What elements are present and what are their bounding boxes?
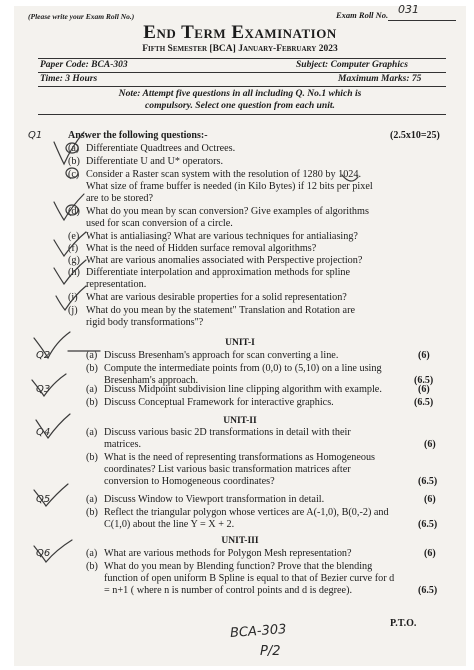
tick-q1-d [54,194,84,220]
q5b-text-2: C(1,0) about the line Y = X + 2. [104,519,235,530]
q1-marks: (2.5x10=25) [390,130,440,141]
q3b-label: (b) [86,397,98,408]
q3a-text: Discuss Midpoint subdivision line clipping algorithm with example. [104,384,382,395]
q3-label: Q3 [36,384,51,395]
tick-q2 [34,332,70,358]
q5a-text: Discuss Window to Viewport transformation in detail. [104,494,325,505]
q1g-text: What are various anomalies associated with Perspective projection? [86,255,363,266]
note-line-2: compulsory. Select one question from each unit. [145,100,335,111]
q6b-text-2: function of open uniform B Spline is equal to that of Bezier curve for d [104,573,395,584]
tick-q5 [34,484,68,506]
q4b-label: (b) [86,452,98,463]
q2b-text-2: Bresenham's approach. [104,375,199,386]
circle-q1-d [66,205,78,215]
q5b-label: (b) [86,507,98,518]
roll-note: (Please write your Exam Roll No.) [28,12,135,21]
tick-q1-a [54,132,84,164]
q4b-text-1: What is the need of representing transformations as Homogeneous [104,452,376,463]
q1j-text-cont: rigid body transformations"? [86,317,204,328]
q4b-text-3: conversion to Homogeneous coordinates? [104,476,275,487]
q1j-text: What do you mean by the statement" Translation and Rotation are [86,305,355,316]
q1h-label: (h) [68,267,80,278]
q1h-text: Differentiate interpolation and approximation methods for spline [86,267,351,278]
q1b-label: (b) [68,156,80,167]
q4-label: Q4 [36,427,51,438]
paper-code: Paper Code: BCA-303 [40,60,128,70]
semester-line: Fifth Semester [BCA] January-February 2023 [142,44,338,54]
q1h-text-cont: representation. [86,279,147,290]
q6a-label: (a) [86,548,98,559]
q1e-label: (e) [68,231,80,242]
tick-q1-j [56,286,86,310]
q3b-text: Discuss Conceptual Framework for interactive graphics. [104,397,334,408]
exam-paper [14,3,466,666]
q1b-text: Differentiate U and U* operators. [86,156,224,167]
q5b-text-1: Reflect the triangular polygon whose vertices are A(-1,0), B(0,-2) and [104,507,389,518]
q1c-text-cont-1: What size of frame buffer is needed (in Kilo Bytes) if 12 bits per pixel [86,181,373,192]
roll-label: Exam Roll No. [336,10,389,20]
q4a-label: (a) [86,427,98,438]
q4a-text-1: Discuss various basic 2D transformations in detail with their [104,427,351,438]
tick-q6 [34,540,72,562]
q2b-marks: (6.5) [414,375,434,386]
time: Time: 3 Hours [40,74,98,84]
q3a-label: (a) [86,384,98,395]
q3b-marks: (6.5) [414,397,434,408]
q1d-label: (d) [68,206,80,217]
q1c-label: (c) [68,169,80,180]
exam-title: End Term Examination [143,22,337,43]
q6a-marks: (6) [424,548,436,559]
handwritten-paper-code: BCA-303 [229,622,287,641]
q5-label: Q5 [36,494,51,505]
q1j-label: (j) [68,305,78,316]
q1a-label: (a) [68,143,80,154]
tick-q4 [36,414,70,438]
note-line-1: Note: Attempt five questions in all including Q. No.1 which is [118,88,362,99]
q1e-text: What is antialiasing? What are various techniques for antialiasing? [86,231,358,242]
q5b-marks: (6.5) [418,519,438,530]
subject: Subject: Computer Graphics [296,60,408,70]
q4a-text-2: matrices. [104,439,142,450]
q2-label: Q2 [36,350,51,361]
circle-q1-c [66,168,78,178]
circle-12-bits [342,175,358,181]
q5a-marks: (6) [424,494,436,505]
q1g-label: (g) [68,255,80,266]
q6b-label: (b) [86,561,98,572]
q2b-text-1: Compute the intermediate points from (0,0) to (5,10) on a line using [104,363,382,374]
q2a-marks: (6) [418,350,430,361]
q1d-text-cont: used for scan conversion of a circle. [86,218,233,229]
unit-2-title: UNIT-II [223,416,257,426]
q3a-marks: (6) [418,384,430,395]
pen-tick-marks [14,6,466,666]
q1i-text: What are various desirable properties for a solid representation? [86,292,347,303]
q1f-text: What is the need of Hidden surface removal algorithms? [86,243,317,254]
unit-1-title: UNIT-I [225,338,255,348]
q1f-label: (f) [68,243,79,254]
q6a-text: What are various methods for Polygon Mesh representation? [104,548,352,559]
q1c-text: Consider a Raster scan system with the resolution of 1280 by 1024. [86,169,362,180]
q1a-text: Differentiate Quadtrees and Octrees. [86,143,236,154]
handwritten-page-number: P/2 [260,644,281,659]
q2b-label: (b) [86,363,98,374]
q2a-label: (a) [86,350,98,361]
tick-q1-f [54,232,86,256]
tick-q3 [32,374,66,396]
q1d-text: What do you mean by scan conversion? Give examples of algorithms [86,206,369,217]
q6b-marks: (6.5) [418,585,438,596]
unit-3-title: UNIT-III [221,536,259,546]
q2a-text: Discuss Bresenham's approach for scan converting a line. [104,350,339,361]
roll-handwritten: 031 [398,3,419,16]
q1i-label: (i) [68,292,78,303]
q4b-text-2: coordinates? List various basic transformation matrices after [104,464,351,475]
q4b-marks: (6.5) [418,476,438,487]
q1-heading: Answer the following questions:- [68,130,208,141]
q6b-text-3: = n+1 ( where n is number of control points and d is degree). [104,585,353,596]
pto-label: P.T.O. [390,618,417,629]
tick-q1-h [54,260,86,284]
q1c-text-cont-2: are to be stored? [86,193,154,204]
q4a-marks: (6) [424,439,436,450]
q1-label: Q1 [28,130,43,141]
max-marks: Maximum Marks: 75 [338,74,422,84]
q5a-label: (a) [86,494,98,505]
q6b-text-1: What do you mean by Blending function? Prove that the blending [104,561,373,572]
q6-label: Q6 [36,548,51,559]
